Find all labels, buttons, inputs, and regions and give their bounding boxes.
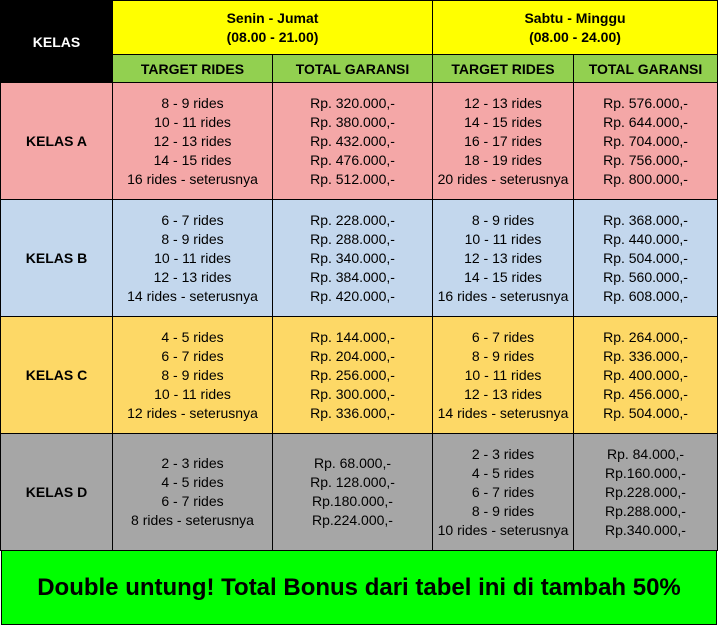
weekday-hours: (08.00 - 21.00) — [226, 28, 319, 45]
garansi-item: Rp. 264.000,- — [603, 328, 688, 345]
kelas-label: KELAS C — [1, 317, 113, 434]
rides-item: 6 - 7 rides — [161, 211, 224, 228]
weekday-garansi-cell — [273, 434, 433, 551]
rides-item: 14 rides - seterusnya — [127, 287, 258, 304]
rides-item: 14 - 15 rides — [464, 268, 542, 285]
garansi-item: Rp. 336.000,- — [310, 404, 395, 421]
weekday-garansi-cell — [273, 317, 433, 434]
rides-item: 8 - 9 rides — [161, 230, 224, 247]
rides-item: 10 - 11 rides — [464, 366, 542, 383]
weekday-rides-cell — [113, 317, 273, 434]
rides-item: 6 - 7 rides — [161, 347, 224, 364]
garansi-item: Rp.288.000,- — [605, 502, 686, 519]
garansi-item: Rp. 400.000,- — [603, 366, 688, 383]
weekend-rides-cell — [433, 317, 574, 434]
rides-item: 12 - 13 rides — [464, 385, 542, 402]
garansi-item: Rp. 144.000,- — [310, 328, 395, 345]
rides-item: 8 - 9 rides — [471, 502, 535, 519]
garansi-item: Rp. 476.000,- — [310, 151, 395, 168]
garansi-item: Rp. 456.000,- — [603, 385, 688, 402]
kelas-c-row — [1, 317, 718, 434]
kelas-d-row — [1, 434, 718, 551]
garansi-item: Rp. 128.000,- — [310, 474, 395, 490]
rides-item: 14 rides - seterusnya — [437, 404, 569, 421]
garansi-item: Rp.160.000,- — [605, 464, 686, 481]
rides-item: 8 rides - seterusnya — [131, 512, 254, 528]
garansi-item: Rp. 384.000,- — [310, 268, 395, 285]
weekday-rides-cell — [113, 434, 273, 551]
rides-item: 12 - 13 rides — [153, 132, 232, 149]
weekend-header — [433, 1, 718, 55]
rides-item: 4 - 5 rides — [161, 474, 224, 490]
garansi-item: Rp. 608.000,- — [603, 287, 688, 304]
garansi-item: Rp. 704.000,- — [603, 132, 688, 149]
weekend-garansi-cell — [574, 434, 718, 551]
garansi-item: Rp.224.000,- — [312, 512, 393, 528]
weekday-target-rides-header: TARGET RIDES — [113, 55, 273, 83]
garansi-item: Rp. 440.000,- — [603, 230, 688, 247]
weekend-rides-cell — [433, 434, 574, 551]
weekend-rides-cell — [433, 200, 574, 317]
weekday-garansi-cell — [273, 200, 433, 317]
rides-item: 10 - 11 rides — [154, 249, 231, 266]
kelas-b-row — [1, 200, 718, 317]
garansi-item: Rp. 432.000,- — [310, 132, 395, 149]
garansi-item: Rp. 300.000,- — [310, 385, 395, 402]
rides-item: 6 - 7 rides — [161, 493, 224, 509]
garansi-item: Rp.180.000,- — [312, 493, 393, 509]
garansi-item: Rp. 336.000,- — [603, 347, 688, 364]
garansi-item: Rp. 228.000,- — [310, 211, 395, 228]
rides-item: 10 - 11 rides — [464, 230, 542, 247]
weekday-rides-cell — [113, 200, 273, 317]
garansi-item: Rp. 288.000,- — [310, 230, 395, 247]
weekday-total-garansi-header: TOTAL GARANSI — [273, 55, 433, 83]
rides-item: 16 rides - seterusnya — [437, 287, 569, 304]
garansi-item: Rp. 504.000,- — [603, 404, 688, 421]
rides-item: 6 - 7 rides — [471, 483, 535, 500]
rides-item: 6 - 7 rides — [471, 328, 535, 345]
garansi-item: Rp.228.000,- — [605, 483, 686, 500]
garansi-item: Rp. 340.000,- — [310, 249, 395, 266]
garansi-item: Rp. 380.000,- — [310, 113, 395, 130]
rides-item: 10 - 11 rides — [154, 385, 231, 402]
weekday-garansi-cell — [273, 83, 433, 200]
weekend-garansi-cell — [574, 200, 718, 317]
rides-item: 12 - 13 rides — [464, 94, 542, 111]
garansi-item: Rp. 756.000,- — [603, 151, 688, 168]
garansi-item: Rp. 204.000,- — [310, 347, 395, 364]
garansi-item: Rp. 420.000,- — [310, 287, 395, 304]
rides-item: 16 rides - seterusnya — [127, 170, 258, 187]
weekend-total-garansi-header: TOTAL GARANSI — [574, 55, 718, 83]
rides-item: 20 rides - seterusnya — [437, 170, 569, 187]
rides-item: 10 rides - seterusnya — [437, 521, 569, 538]
garansi-item: Rp. 68.000,- — [313, 455, 392, 471]
garansi-item: Rp. 800.000,- — [603, 170, 688, 187]
kelas-label: KELAS A — [1, 83, 113, 200]
rides-item: 14 - 15 rides — [153, 151, 232, 168]
rides-item: 4 - 5 rides — [471, 464, 535, 481]
weekend-days: Sabtu - Minggu — [524, 9, 626, 26]
rides-item: 12 - 13 rides — [153, 268, 232, 285]
garansi-item: Rp. 512.000,- — [310, 170, 395, 187]
kelas-a-row — [1, 83, 718, 200]
garansi-item: Rp. 256.000,- — [310, 366, 395, 383]
garansi-item: Rp. 576.000,- — [603, 94, 688, 111]
weekday-days: Senin - Jumat — [226, 9, 319, 26]
weekend-garansi-cell — [574, 83, 718, 200]
table-body — [1, 83, 718, 551]
weekday-rides-cell — [113, 83, 273, 200]
weekend-garansi-cell — [574, 317, 718, 434]
rides-item: 8 - 9 rides — [471, 347, 535, 364]
garansi-item: Rp. 560.000,- — [603, 268, 688, 285]
rides-item: 8 - 9 rides — [161, 94, 224, 111]
rides-item: 10 - 11 rides — [154, 113, 231, 130]
bonus-banner: Double untung! Total Bonus dari tabel ini di tambah 50% — [1, 550, 717, 625]
kelas-label: KELAS B — [1, 200, 113, 317]
rides-item: 12 rides - seterusnya — [127, 404, 258, 421]
rides-item: 16 - 17 rides — [464, 132, 542, 149]
rides-item: 8 - 9 rides — [161, 366, 224, 383]
weekend-hours: (08.00 - 24.00) — [529, 28, 621, 45]
rides-item: 2 - 3 rides — [471, 445, 535, 462]
rides-item: 12 - 13 rides — [464, 249, 542, 266]
weekday-header — [113, 1, 433, 55]
garansi-item: Rp. 368.000,- — [603, 211, 688, 228]
rides-item: 2 - 3 rides — [161, 455, 224, 471]
garansi-item: Rp. 320.000,- — [310, 94, 395, 111]
garansi-item: Rp.340.000,- — [605, 521, 686, 538]
rides-item: 8 - 9 rides — [471, 211, 535, 228]
header-period-row — [1, 1, 718, 55]
garansi-item: Rp. 504.000,- — [603, 249, 688, 266]
rides-item: 4 - 5 rides — [161, 328, 224, 345]
kelas-header: KELAS — [1, 1, 113, 83]
weekend-target-rides-header: TARGET RIDES — [433, 55, 574, 83]
rides-item: 18 - 19 rides — [464, 151, 542, 168]
kelas-label: KELAS D — [1, 434, 113, 551]
garansi-item: Rp. 644.000,- — [603, 113, 688, 130]
weekend-rides-cell — [433, 83, 574, 200]
garansi-item: Rp. 84.000,- — [606, 445, 685, 462]
rides-item: 14 - 15 rides — [464, 113, 542, 130]
